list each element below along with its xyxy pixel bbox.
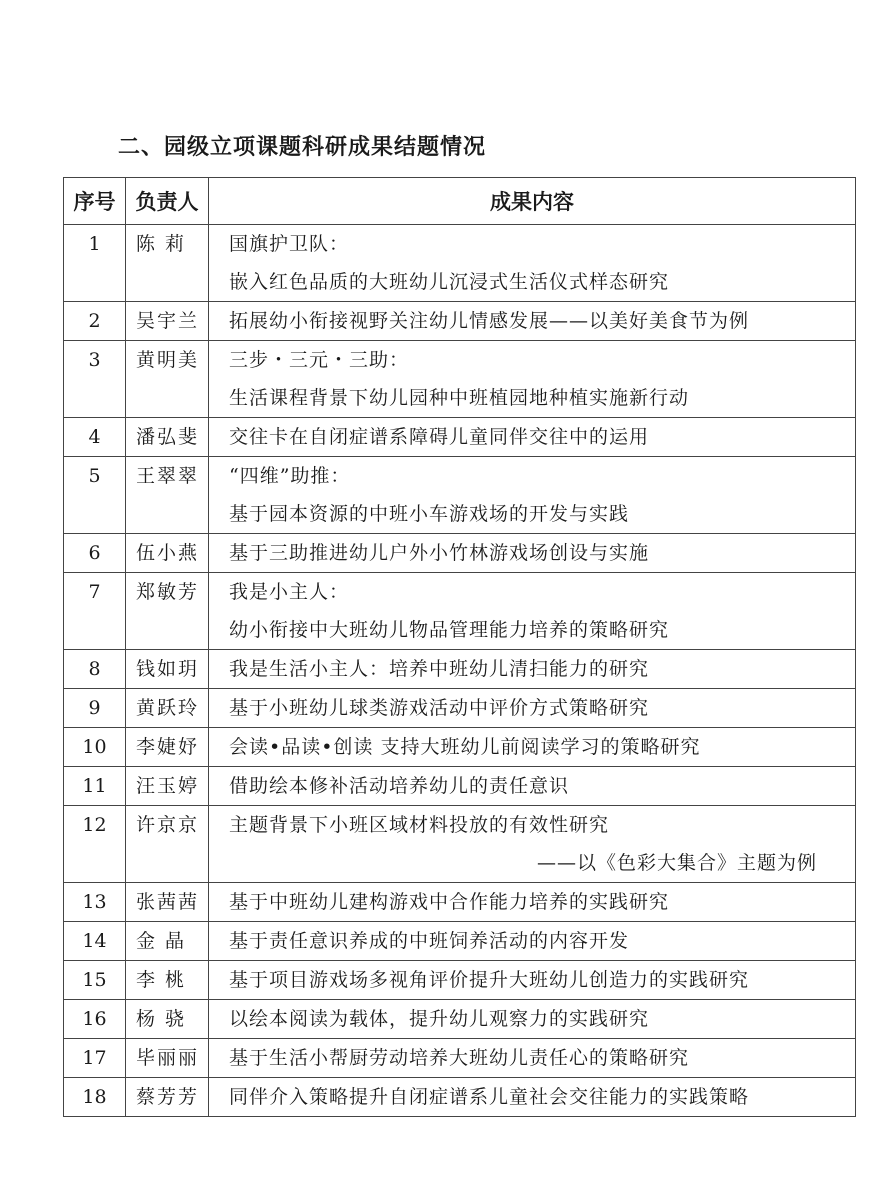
row-owner: 王翠翠	[126, 457, 209, 534]
row-index: 12	[64, 806, 126, 883]
header-owner: 负责人	[126, 178, 209, 225]
row-owner: 杨 骁	[126, 1000, 209, 1039]
row-content	[209, 961, 856, 1000]
header-index: 序号	[64, 178, 126, 225]
row-owner: 李 桃	[126, 961, 209, 1000]
row-content	[209, 1078, 856, 1117]
row-content	[209, 728, 856, 767]
content-line: 我是生活小主人：培养中班幼儿清扫能力的研究	[229, 658, 650, 680]
content-line: 以绘本阅读为载体，提升幼儿观察力的实践研究	[229, 1008, 650, 1030]
table-row	[64, 225, 856, 302]
table-row	[64, 1000, 856, 1039]
content-line: 拓展幼小衔接视野关注幼儿情感发展——以美好美食节为例	[229, 310, 750, 332]
table-row	[64, 302, 856, 341]
row-owner: 蔡芳芳	[126, 1078, 209, 1117]
row-content	[209, 341, 856, 418]
results-table	[63, 177, 856, 1117]
row-content	[209, 883, 856, 922]
table-row	[64, 1078, 856, 1117]
row-content	[209, 418, 856, 457]
row-owner: 黄跃玲	[126, 689, 209, 728]
content-line: 我是小主人：	[229, 581, 350, 603]
row-index: 3	[64, 341, 126, 418]
row-index: 8	[64, 650, 126, 689]
header-content: 成果内容	[209, 178, 856, 225]
row-index: 16	[64, 1000, 126, 1039]
content-line: 基于园本资源的中班小车游戏场的开发与实践	[229, 503, 630, 525]
content-line: 基于中班幼儿建构游戏中合作能力培养的实践研究	[229, 891, 670, 913]
row-content	[209, 534, 856, 573]
row-owner: 陈 莉	[126, 225, 209, 302]
row-index: 7	[64, 573, 126, 650]
row-content	[209, 225, 856, 302]
row-index: 11	[64, 767, 126, 806]
table-header-row	[64, 178, 856, 225]
table-row	[64, 457, 856, 534]
table-row	[64, 341, 856, 418]
row-index: 17	[64, 1039, 126, 1078]
content-line: 三步・三元・三助：	[229, 349, 410, 371]
content-line: 会读•品读•创读 支持大班幼儿前阅读学习的策略研究	[229, 736, 701, 758]
content-line: 基于小班幼儿球类游戏活动中评价方式策略研究	[229, 697, 650, 719]
content-line: 基于责任意识养成的中班饲养活动的内容开发	[229, 930, 630, 952]
table-row	[64, 650, 856, 689]
row-content	[209, 457, 856, 534]
row-index: 13	[64, 883, 126, 922]
content-line: 基于生活小帮厨劳动培养大班幼儿责任心的策略研究	[229, 1047, 690, 1069]
row-content	[209, 302, 856, 341]
row-index: 10	[64, 728, 126, 767]
table-row	[64, 418, 856, 457]
row-owner: 许京京	[126, 806, 209, 883]
row-index: 15	[64, 961, 126, 1000]
content-line: 生活课程背景下幼儿园种中班植园地种植实施新行动	[229, 387, 690, 409]
table-row	[64, 1039, 856, 1078]
row-index: 6	[64, 534, 126, 573]
row-index: 2	[64, 302, 126, 341]
row-index: 5	[64, 457, 126, 534]
row-owner: 郑敏芳	[126, 573, 209, 650]
table-row	[64, 534, 856, 573]
row-content	[209, 1039, 856, 1078]
content-line: 基于项目游戏场多视角评价提升大班幼儿创造力的实践研究	[229, 969, 750, 991]
content-line: 嵌入红色品质的大班幼儿沉浸式生活仪式样态研究	[229, 271, 670, 293]
row-owner: 金 晶	[126, 922, 209, 961]
row-owner: 张茜茜	[126, 883, 209, 922]
content-line: 基于三助推进幼儿户外小竹林游戏场创设与实施	[229, 542, 650, 564]
table-row	[64, 922, 856, 961]
row-owner: 毕丽丽	[126, 1039, 209, 1078]
table-row	[64, 728, 856, 767]
row-index: 18	[64, 1078, 126, 1117]
row-content	[209, 767, 856, 806]
row-content	[209, 922, 856, 961]
row-owner: 潘弘斐	[126, 418, 209, 457]
content-line: 幼小衔接中大班幼儿物品管理能力培养的策略研究	[229, 619, 670, 641]
table-row	[64, 883, 856, 922]
table-row	[64, 961, 856, 1000]
row-owner: 钱如玥	[126, 650, 209, 689]
table-row	[64, 573, 856, 650]
row-content	[209, 689, 856, 728]
content-line: 借助绘本修补活动培养幼儿的责任意识	[229, 775, 570, 797]
content-line: 交往卡在自闭症谱系障碍儿童同伴交往中的运用	[229, 426, 650, 448]
content-line: 同伴介入策略提升自闭症谱系儿童社会交往能力的实践策略	[229, 1086, 750, 1108]
row-index: 4	[64, 418, 126, 457]
row-index: 9	[64, 689, 126, 728]
content-line: 主题背景下小班区域材料投放的有效性研究	[229, 814, 610, 836]
table-row	[64, 767, 856, 806]
content-line: 国旗护卫队：	[229, 233, 350, 255]
table-row	[64, 806, 856, 883]
row-content	[209, 650, 856, 689]
content-line: “四维”助推：	[229, 465, 351, 487]
row-owner: 吴宇兰	[126, 302, 209, 341]
row-owner: 汪玉婷	[126, 767, 209, 806]
row-content	[209, 1000, 856, 1039]
row-content	[209, 573, 856, 650]
row-index: 14	[64, 922, 126, 961]
row-index: 1	[64, 225, 126, 302]
row-owner: 黄明美	[126, 341, 209, 418]
row-content	[209, 806, 856, 883]
content-line: ——以《色彩大集合》主题为例	[536, 852, 817, 874]
table-row	[64, 689, 856, 728]
row-owner: 李婕妤	[126, 728, 209, 767]
row-owner: 伍小燕	[126, 534, 209, 573]
section-title: 二、园级立项课题科研成果结题情况	[118, 135, 487, 160]
